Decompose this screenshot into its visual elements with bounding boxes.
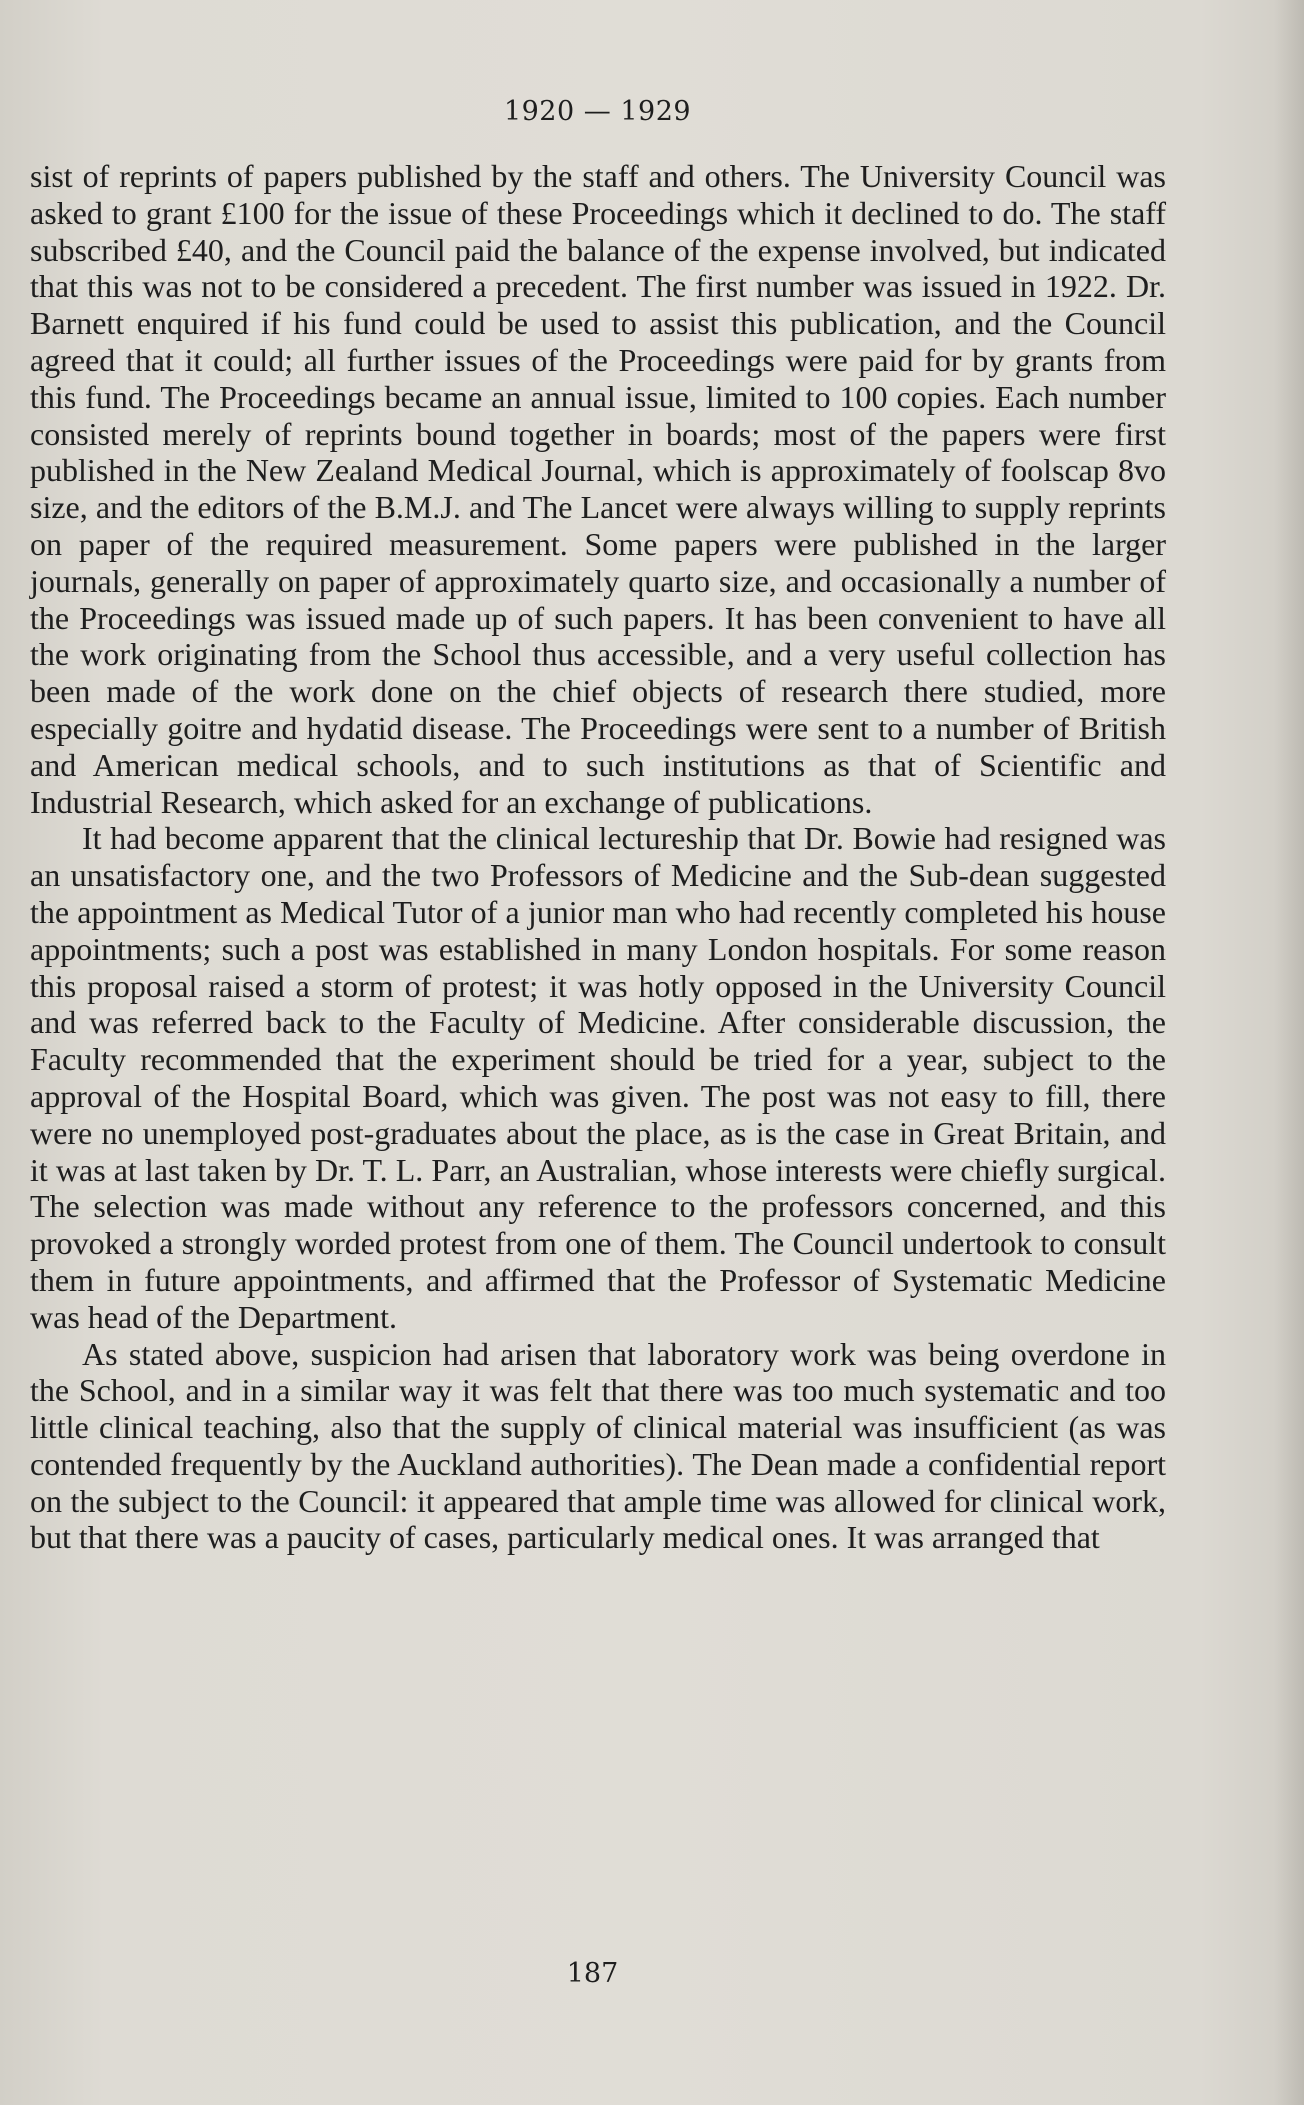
page-edge-shadow xyxy=(1274,0,1304,2105)
page-number: 187 xyxy=(566,1958,619,1989)
paragraph-clinical-teaching: As stated above, suspicion had arisen that laboratory work was being overdone in the School, and in a similar way it was felt that there was too much systematic and too little clinical teaching, also that the supply of clinical material was insufficient (as was contended frequently by the Auckland authorities). The Dean made a confidential report on the subject to the Council: it appeared that ample time was allowed for clinical work, but that there was a paucity of cases, particularly medical ones. It was arranged that xyxy=(30,1335,1166,1556)
paragraph-medical-tutor: It had become apparent that the clinical lectureship that Dr. Bowie had resigned was an unsatisfactory one, and the two Professors of Medicine and the Sub-dean suggested the appointment as Medical Tutor of a junior man who had recently completed his house appointments; such a post was established in many London hospitals. For some reason this proposal raised a storm of protest; it was hotly opposed in the University Council and was referred back to the Faculty of Medicine. After considerable discussion, the Faculty recommended that the experiment should be tried for a year, subject to the approval of the Hospital Board, which was given. The post was not easy to fill, there were no unemployed post-graduates about the place, as is the case in Great Britain, and it was at last taken by Dr. T. L. Parr, an Australian, whose interests were chiefly surgical. The selection was made without any reference to the professors concerned, and this provoked a strongly worded protest from one of them. The Council undertook to consult them in future appointments, and affirmed that the Professor of Systematic Medicine was head of the Department. xyxy=(30,820,1166,1335)
body-text xyxy=(30,158,1166,1556)
running-head: 1920 — 1929 xyxy=(503,96,692,127)
paragraph-continuation: sist of reprints of papers published by the staff and others. The University Council was asked to grant £100 for the issue of these Proceedings which it declined to do. The staff subscribed £40, and the Council paid the balance of the expense involved, but indicated that this was not to be considered a precedent. The first number was issued in 1922. Dr. Barnett enquired if his fund could be used to assist this publication, and the Council agreed that it could; all further issues of the Proceedings were paid for by grants from this fund. The Proceedings became an annual issue, limited to 100 copies. Each number consisted merely of reprints bound together in boards; most of the papers were first published in the New Zealand Medical Journal, which is approximately of foolscap 8vo size, and the editors of the B.M.J. and The Lancet were always willing to supply reprints on paper of the required measurement. Some papers were published in the larger journals, generally on paper of approximately quarto size, and occasionally a number of the Proceedings was issued made up of such papers. It has been convenient to have all the work originating from the School thus accessible, and a very useful collection has been made of the work done on the chief objects of research there studied, more especially goitre and hydatid disease. The Proceedings were sent to a number of British and American medical schools, and to such institutions as that of Scientific and Industrial Research, which asked for an exchange of publications. xyxy=(30,158,1166,820)
